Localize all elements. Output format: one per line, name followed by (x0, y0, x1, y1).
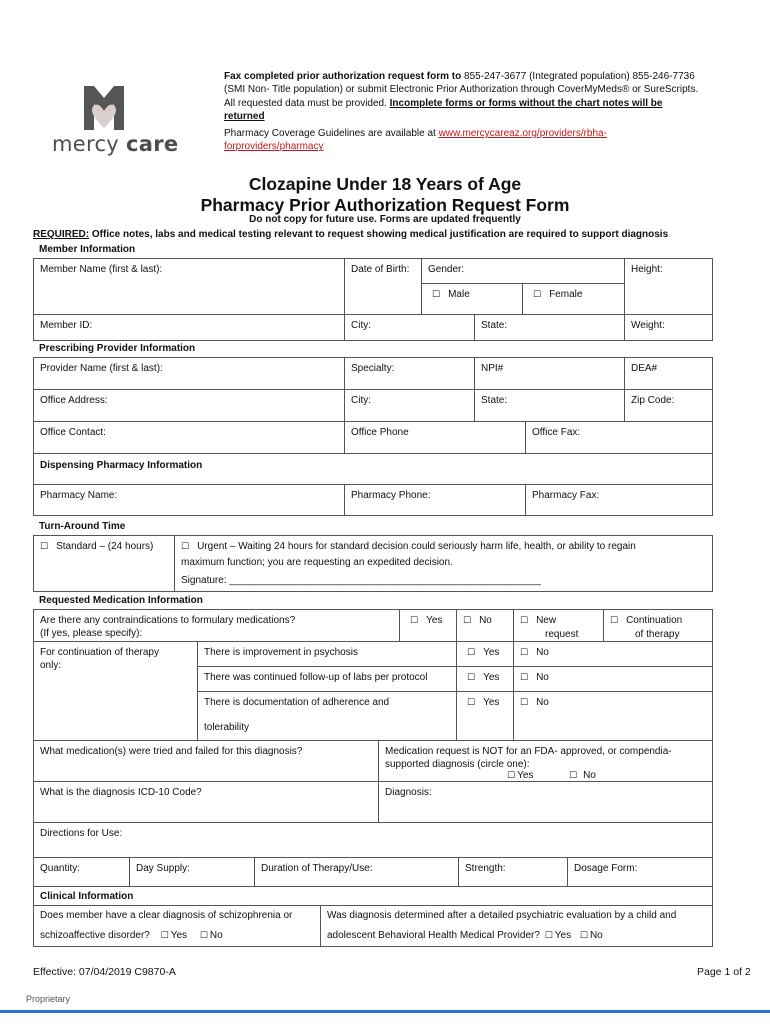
date-of-birth-field[interactable] (344, 258, 422, 315)
urgent-text-line-2: maximum function; you are requesting an expedited decision. (181, 557, 453, 568)
adherence-no-option[interactable] (513, 691, 713, 741)
directions-field[interactable] (33, 822, 713, 858)
improvement-question (197, 641, 457, 667)
followup-yes-checkbox-icon[interactable]: ☐ (467, 673, 476, 683)
fax-instruction-bold: Fax completed prior authorization request form to (224, 71, 462, 82)
female-label: Female (549, 289, 583, 300)
office-fax-label: Office Fax: (532, 427, 581, 438)
adherence-yes-option[interactable] (456, 691, 514, 741)
office-fax-field[interactable] (525, 421, 713, 454)
fda-no-label: No (583, 770, 596, 781)
icd10-label: What is the diagnosis ICD-10 Code? (40, 787, 202, 798)
continuation-only-label-cell (33, 641, 198, 741)
improvement-yes-label: Yes (483, 647, 500, 658)
tried-failed-label: What medication(s) were tried and failed for this diagnosis? (40, 746, 303, 757)
new-request-label-2: request (545, 629, 579, 640)
gender-label: Gender: (428, 264, 465, 275)
clinical-section-header: Clinical Information (33, 886, 713, 906)
contraindications-no-option[interactable] (456, 609, 514, 642)
directions-label: Directions for Use: (40, 828, 123, 839)
gender-male-option[interactable] (421, 283, 523, 315)
followup-no-checkbox-icon[interactable]: ☐ (520, 673, 529, 683)
adherence-yes-label: Yes (483, 697, 500, 708)
continuation-label-2: of therapy (635, 629, 680, 640)
improvement-text: There is improvement in psychosis (204, 647, 358, 658)
member-state-field[interactable] (474, 314, 625, 341)
strength-label: Strength: (465, 863, 506, 874)
specialty-field[interactable] (344, 357, 475, 390)
urgent-checkbox-icon[interactable]: ☐ (181, 542, 190, 552)
pharmacy-fax-field[interactable] (525, 484, 713, 516)
icd10-field[interactable] (33, 781, 379, 823)
header (0, 0, 770, 170)
pharmacy-fax-label: Pharmacy Fax: (532, 490, 600, 501)
effective-date-code: Effective: 07/04/2019 C9870-A (33, 966, 176, 978)
provider-section-header: Prescribing Provider Information (39, 343, 196, 354)
office-address-field[interactable] (33, 389, 345, 422)
improvement-yes-checkbox-icon[interactable]: ☐ (467, 648, 476, 658)
height-field[interactable] (624, 258, 713, 315)
new-request-label-1: New (536, 615, 557, 626)
adherence-line-2: tolerability (204, 722, 250, 733)
form-title-line-1: Clozapine Under 18 Years of Age (248, 174, 522, 194)
member-id-label: Member ID: (40, 320, 93, 331)
medication-section-header: Requested Medication Information (39, 595, 203, 606)
dosage-form-field[interactable] (567, 857, 713, 887)
continuation-checkbox-icon[interactable]: ☐ (610, 616, 619, 626)
weight-label: Weight: (631, 320, 665, 331)
guidelines-text: Pharmacy Coverage Guidelines are available at (224, 128, 439, 140)
evaluation-no-checkbox-icon[interactable]: ☐ (579, 931, 588, 941)
diagnosis-label: Diagnosis: (385, 787, 432, 798)
diagnosis-field[interactable] (378, 781, 713, 823)
quantity-field[interactable] (33, 857, 130, 887)
male-label: Male (448, 289, 470, 300)
continuation-option[interactable] (603, 609, 713, 642)
urgent-turnaround-option[interactable] (174, 535, 713, 592)
duration-field[interactable] (254, 857, 459, 887)
dosage-form-label: Dosage Form: (574, 863, 638, 874)
followup-yes-label: Yes (483, 672, 500, 683)
provider-city-field[interactable] (344, 389, 475, 422)
standard-turnaround-option[interactable] (33, 535, 175, 592)
office-contact-label: Office Contact: (40, 427, 106, 438)
weight-field[interactable] (624, 314, 713, 341)
contraindications-yes-label: Yes (426, 615, 443, 626)
member-city-label: City: (351, 320, 371, 331)
pharmacy-phone-field[interactable] (344, 484, 526, 516)
fda-line-2: supported diagnosis (circle one): (385, 759, 530, 770)
schizophrenia-yes-checkbox-icon[interactable]: ☐ (160, 931, 169, 941)
standard-checkbox-icon[interactable]: ☐ (40, 542, 49, 552)
fax-instructions (224, 70, 700, 154)
schizophrenia-line-1: Does member have a clear diagnosis of schizophrenia or (40, 910, 293, 921)
member-id-field[interactable] (33, 314, 345, 341)
copy-notice: Do not copy for future use. Forms are updated frequently (249, 214, 521, 225)
zip-code-label: Zip Code: (631, 395, 675, 406)
member-state-label: State: (481, 320, 508, 331)
required-data-text: All requested data must be provided. (224, 97, 390, 109)
logo-text-bold: care (126, 132, 179, 156)
schizophrenia-no-label: No (209, 930, 223, 941)
dea-field[interactable] (624, 357, 713, 390)
evaluation-line-2: adolescent Behavioral Health Medical Provider? (327, 930, 540, 941)
contraindications-yes-checkbox-icon[interactable]: ☐ (410, 616, 419, 626)
followup-question (197, 666, 457, 692)
form-title (0, 174, 770, 216)
new-request-option[interactable] (513, 609, 604, 642)
adherence-no-label: No (536, 697, 549, 708)
npi-field[interactable] (474, 357, 625, 390)
required-text: Office notes, labs and medical testing relevant to request showing medical justification are required to support diagnosis (89, 229, 669, 240)
schizophrenia-line-2: schizoaffective disorder? (40, 930, 150, 941)
member-name-field[interactable] (33, 258, 345, 315)
proprietary-label: Proprietary (26, 994, 71, 1004)
contraindications-no-checkbox-icon[interactable]: ☐ (463, 616, 472, 626)
evaluation-line-1: Was diagnosis determined after a detailed psychiatric evaluation by a child and (327, 910, 677, 921)
zip-code-field[interactable] (624, 389, 713, 422)
footer-rule (0, 1010, 770, 1013)
improvement-no-checkbox-icon[interactable]: ☐ (520, 648, 529, 658)
contraindications-line-2: (If yes, please specify): (40, 628, 143, 639)
page-number: Page 1 of 2 (697, 966, 751, 978)
turnaround-section-header: Turn-Around Time (39, 521, 126, 532)
standard-label: Standard – (24 hours) (56, 541, 154, 552)
provider-name-field[interactable] (33, 357, 345, 390)
member-city-field[interactable] (344, 314, 475, 341)
member-name-label: Member Name (first & last): (40, 264, 163, 275)
followup-text: There was continued follow-up of labs per protocol (204, 672, 428, 683)
prior-auth-form (33, 242, 713, 954)
followup-yes-option[interactable] (456, 666, 514, 692)
followup-no-option[interactable] (513, 666, 713, 692)
member-section-header: Member Information (39, 244, 136, 255)
fda-yes-checkbox-icon[interactable]: ☐ (507, 771, 516, 781)
signature-line[interactable]: Signature: ________________________________________________________ (181, 575, 541, 586)
provider-name-label: Provider Name (first & last): (40, 363, 163, 374)
adherence-no-checkbox-icon[interactable]: ☐ (520, 698, 529, 708)
psychiatric-evaluation-question (320, 905, 713, 947)
npi-label: NPI# (481, 363, 504, 374)
pharmacy-name-label: Pharmacy Name: (40, 490, 118, 501)
specialty-label: Specialty: (351, 363, 395, 374)
provider-state-label: State: (481, 395, 508, 406)
schizophrenia-no-checkbox-icon[interactable]: ☐ (199, 931, 208, 941)
day-supply-field[interactable] (129, 857, 255, 887)
strength-field[interactable] (458, 857, 568, 887)
pharmacy-name-field[interactable] (33, 484, 345, 516)
mercy-care-logo (52, 84, 192, 160)
gender-label-cell (421, 258, 625, 284)
pharmacy-phone-label: Pharmacy Phone: (351, 490, 431, 501)
urgent-text-line-1: Urgent – Waiting 24 hours for standard decision could seriously harm life, health, or ability to regain (197, 541, 636, 552)
adherence-line-1: There is documentation of adherence and (204, 697, 390, 708)
logo-text-light: mercy (52, 132, 126, 156)
provider-city-label: City: (351, 395, 371, 406)
office-address-label: Office Address: (40, 395, 108, 406)
improvement-yes-option[interactable] (456, 641, 514, 667)
fda-yes-label: Yes (517, 770, 534, 781)
provider-state-field[interactable] (474, 389, 625, 422)
incomplete-forms-warning: Incomplete forms or forms without the chart notes will be returned (224, 97, 663, 122)
logo-wordmark (52, 132, 178, 156)
duration-label: Duration of Therapy/Use: (261, 863, 373, 874)
evaluation-yes-label: Yes (554, 930, 572, 941)
schizophrenia-yes-label: Yes (170, 930, 188, 941)
required-label: REQUIRED: (33, 229, 90, 240)
guidelines-link[interactable]: www.mercycareaz.org/providers/rbha-forproviders/pharmacy (224, 128, 607, 153)
continuation-only-line-1: For continuation of therapy (40, 647, 159, 658)
schizophrenia-question (33, 905, 321, 947)
followup-no-label: No (536, 672, 549, 683)
form-title-line-2: Pharmacy Prior Authorization Request Form (200, 195, 570, 215)
male-checkbox-icon[interactable]: ☐ (432, 290, 441, 300)
new-request-checkbox-icon[interactable]: ☐ (520, 616, 529, 626)
required-notice (33, 229, 723, 240)
continuation-only-line-2: only: (40, 660, 62, 671)
gender-female-option[interactable] (522, 283, 625, 315)
contraindications-no-label: No (479, 615, 492, 626)
fda-approval-question (378, 740, 713, 782)
height-label: Height: (631, 264, 663, 275)
adherence-question (197, 691, 457, 741)
tried-failed-field[interactable] (33, 740, 379, 782)
evaluation-no-label: No (589, 930, 603, 941)
fda-no-checkbox-icon[interactable]: ☐ (569, 771, 578, 781)
contraindications-yes-option[interactable] (399, 609, 457, 642)
date-of-birth-label: Date of Birth: (351, 264, 410, 275)
pharmacy-section-header: Dispensing Pharmacy Information (33, 453, 713, 485)
contraindications-question (33, 609, 400, 642)
day-supply-label: Day Supply: (136, 863, 190, 874)
continuation-label-1: Continuation (626, 615, 683, 626)
improvement-no-label: No (536, 647, 549, 658)
fax-instruction-text: 855-247-3677 (Integrated population) 855-246-7736 (SMI Non- Title population) or submit Electronic Prior Authorization through CoverMyMeds® or SureScripts. (224, 71, 699, 96)
adherence-yes-checkbox-icon[interactable]: ☐ (467, 698, 476, 708)
dea-label: DEA# (631, 363, 658, 374)
evaluation-yes-checkbox-icon[interactable]: ☐ (544, 931, 553, 941)
contraindications-line-1: Are there any contraindications to formulary medications? (40, 615, 296, 626)
office-contact-field[interactable] (33, 421, 345, 454)
quantity-label: Quantity: (40, 863, 81, 874)
female-checkbox-icon[interactable]: ☐ (533, 290, 542, 300)
office-phone-label: Office Phone (351, 427, 409, 438)
improvement-no-option[interactable] (513, 641, 713, 667)
fda-line-1: Medication request is NOT for an FDA- approved, or compendia- (385, 746, 672, 757)
heart-m-logo-icon (80, 84, 128, 132)
office-phone-field[interactable] (344, 421, 526, 454)
